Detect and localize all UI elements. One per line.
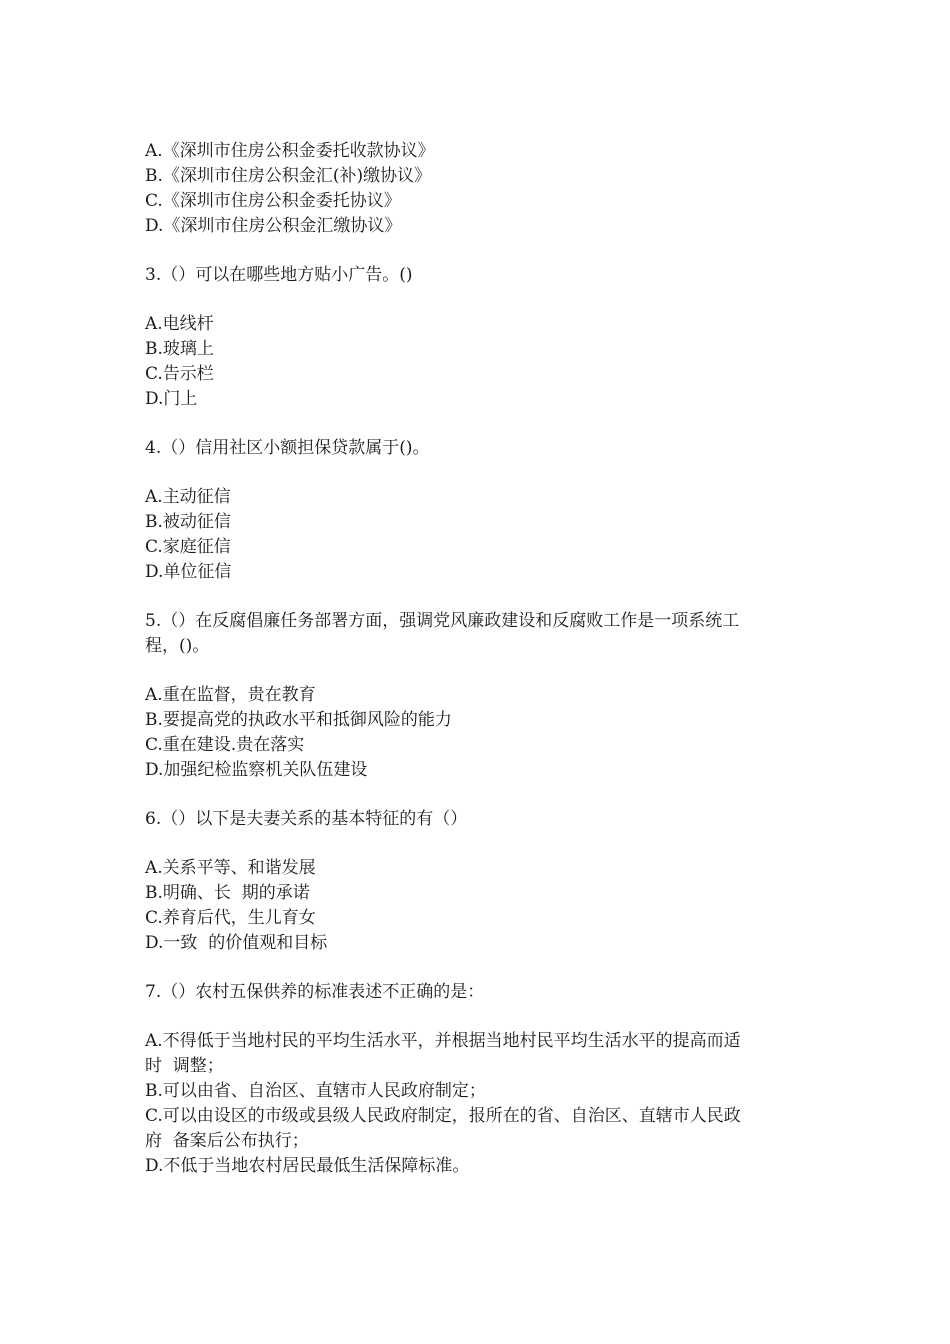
option-line: C.家庭征信 (145, 537, 231, 557)
option-line: 时 调整； (145, 1056, 224, 1076)
spacer (145, 412, 815, 436)
spacer (145, 288, 815, 312)
question-3-options (145, 312, 815, 412)
spacer (145, 461, 815, 485)
spacer (145, 239, 815, 263)
option-line: A.关系平等、和谐发展 (145, 858, 316, 878)
option-line: B.明确、长 期的承诺 (145, 883, 310, 903)
option-line: A.主动征信 (145, 487, 231, 507)
spacer (145, 585, 815, 609)
option-line: B.要提高党的执政水平和抵御风险的能力 (145, 710, 452, 730)
spacer (145, 956, 815, 980)
question-3 (145, 263, 815, 288)
question-stem: 6.（）以下是夫妻关系的基本特征的有（） (145, 809, 468, 829)
question-stem: 5.（）在反腐倡廉任务部署方面，强调党风廉政建设和反腐败工作是一项系统工 (145, 611, 740, 631)
question-5-options (145, 683, 815, 783)
option-line: A.重在监督，贵在教育 (145, 685, 316, 705)
option-line: C.重在建设.贵在落实 (145, 735, 305, 755)
option-line: B.被动征信 (145, 512, 231, 532)
option-line: D.不低于当地农村居民最低生活保障标准。 (145, 1156, 470, 1176)
question-stem: 7.（）农村五保供养的标准表述不正确的是： (145, 982, 485, 1002)
question-6-options (145, 856, 815, 956)
option-line: D.门上 (145, 389, 198, 409)
option-line: B.玻璃上 (145, 339, 214, 359)
option-line: D.单位征信 (145, 562, 232, 582)
spacer (145, 832, 815, 856)
option-line: 府 备案后公布执行； (145, 1131, 309, 1151)
question-7 (145, 980, 815, 1005)
option-line: C.告示栏 (145, 364, 214, 384)
option-line: B.可以由省、自治区、直辖市人民政府制定； (145, 1081, 486, 1101)
question-stem: 程，()。 (145, 636, 210, 656)
option-line: C.养育后代，生儿育女 (145, 908, 316, 928)
question-5 (145, 609, 815, 659)
question-4 (145, 436, 815, 461)
option-line: C.可以由设区的市级或县级人民政府制定，报所在的省、自治区、直辖市人民政 (145, 1106, 741, 1126)
option-line: A.电线杆 (145, 314, 214, 334)
option-line: A.《深圳市住房公积金委托收款协议》 (145, 141, 435, 161)
option-line: D.加强纪检监察机关队伍建设 (145, 760, 368, 780)
spacer (145, 1005, 815, 1029)
question-6 (145, 807, 815, 832)
option-line: D.《深圳市住房公积金汇缴协议》 (145, 216, 402, 236)
spacer (145, 659, 815, 683)
document-page (145, 139, 815, 1179)
question-stem: 3.（）可以在哪些地方贴小广告。() (145, 265, 413, 285)
option-line: C.《深圳市住房公积金委托协议》 (145, 191, 401, 211)
option-line: B.《深圳市住房公积金汇(补)缴协议》 (145, 166, 432, 186)
option-line: A.不得低于当地村民的平均生活水平，并根据当地村民平均生活水平的提高而适 (145, 1031, 741, 1051)
question-4-options (145, 485, 815, 585)
option-line: D.一致 的价值观和目标 (145, 933, 328, 953)
spacer (145, 783, 815, 807)
question-7-options (145, 1029, 815, 1179)
leading-options (145, 139, 815, 239)
question-stem: 4.（）信用社区小额担保贷款属于()。 (145, 438, 430, 458)
